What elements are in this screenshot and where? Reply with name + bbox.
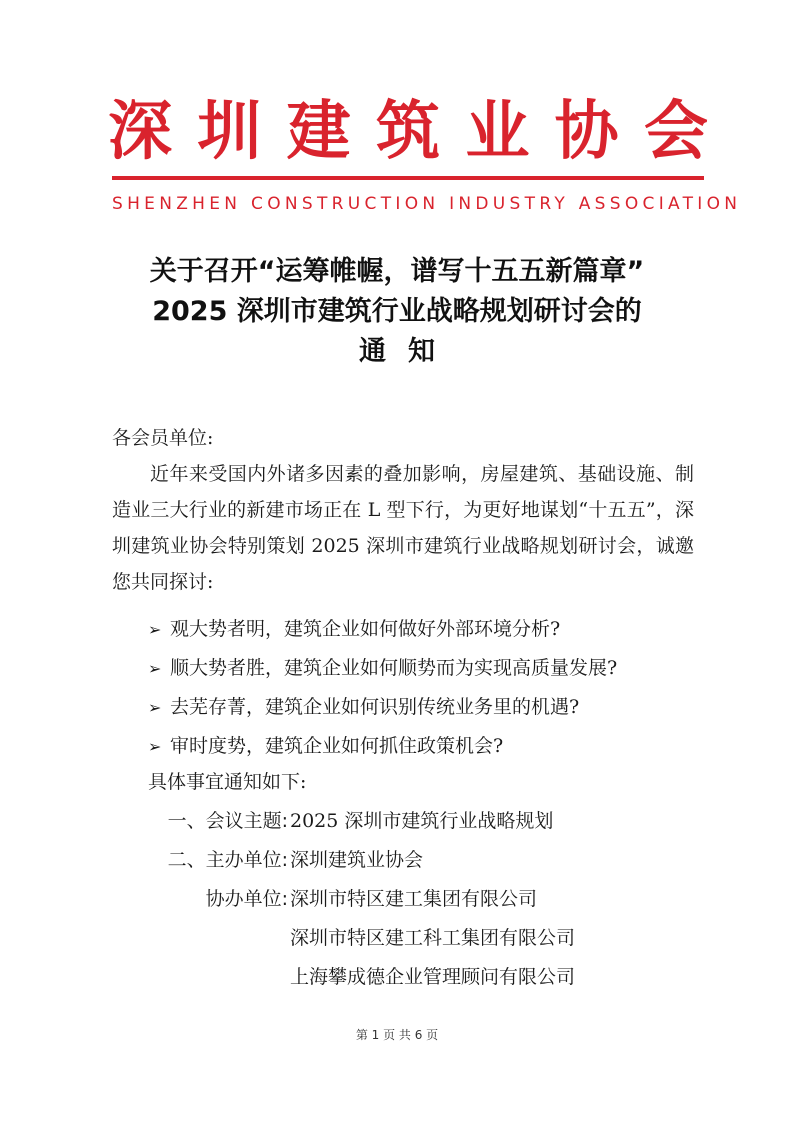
host-value: 深圳建筑业协会	[290, 849, 424, 871]
arrow-bullet-icon: ➢	[148, 698, 162, 717]
letterhead-char: 建	[286, 94, 351, 169]
question-text: 观大势者明，建筑企业如何做好外部环境分析?	[170, 618, 561, 640]
arrow-bullet-icon: ➢	[148, 737, 162, 756]
letterhead-char: 协	[554, 94, 619, 169]
details-intro: 具体事宜通知如下:	[148, 771, 307, 793]
cohost-value: 深圳市特区建工科工集团有限公司	[290, 927, 576, 949]
question-list	[148, 610, 708, 766]
question-text: 顺大势者胜，建筑企业如何顺势而为实现高质量发展?	[170, 657, 618, 679]
page-footer: 第 1 页 共 6 页	[355, 1028, 439, 1042]
theme-value: 2025 深圳市建筑行业战略规划	[290, 810, 554, 832]
title-line-1: 关于召开“运筹帷幄，谱写十五五新篇章”	[149, 256, 645, 287]
letterhead-divider	[112, 176, 704, 180]
intro-paragraph: 近年来受国内外诸多因素的叠加影响，房屋建筑、基础设施、制造业三大行业的新建市场正在 L 型下行，为更好地谋划“十五五”，深圳建筑业协会特别策划 2025 深圳市建筑行业战略规划研讨会，诚邀您共同探讨:	[112, 463, 694, 593]
cohost-value: 深圳市特区建工集团有限公司	[290, 888, 538, 910]
letterhead-english-name: SHENZHEN CONSTRUCTION INDUSTRY ASSOCIATION	[112, 194, 742, 214]
list-item	[148, 727, 708, 766]
question-text: 去芜存菁，建筑企业如何识别传统业务里的机遇?	[170, 696, 580, 718]
salutation: 各会员单位:	[112, 427, 214, 449]
cohost-label: 协办单位:	[205, 888, 288, 910]
letterhead-org-name	[108, 92, 708, 172]
host-label: 二、主办单位:	[167, 849, 288, 871]
question-text: 审时度势，建筑企业如何抓住政策机会?	[170, 735, 504, 757]
arrow-bullet-icon: ➢	[148, 659, 162, 678]
letterhead-char: 深	[108, 94, 172, 169]
list-item	[148, 688, 708, 727]
arrow-bullet-icon: ➢	[148, 620, 162, 639]
letterhead-char: 筑	[375, 94, 440, 169]
letterhead-char: 业	[465, 94, 530, 169]
list-item	[148, 610, 708, 649]
cohost-value: 上海攀成德企业管理顾问有限公司	[290, 966, 576, 988]
title-line-2: 2025 深圳市建筑行业战略规划研讨会的	[152, 296, 642, 327]
theme-label: 一、会议主题:	[167, 810, 288, 832]
letterhead-char: 会	[643, 94, 708, 169]
list-item	[148, 649, 708, 688]
title-line-3: 通知	[359, 336, 457, 367]
letterhead-char: 圳	[197, 94, 262, 169]
